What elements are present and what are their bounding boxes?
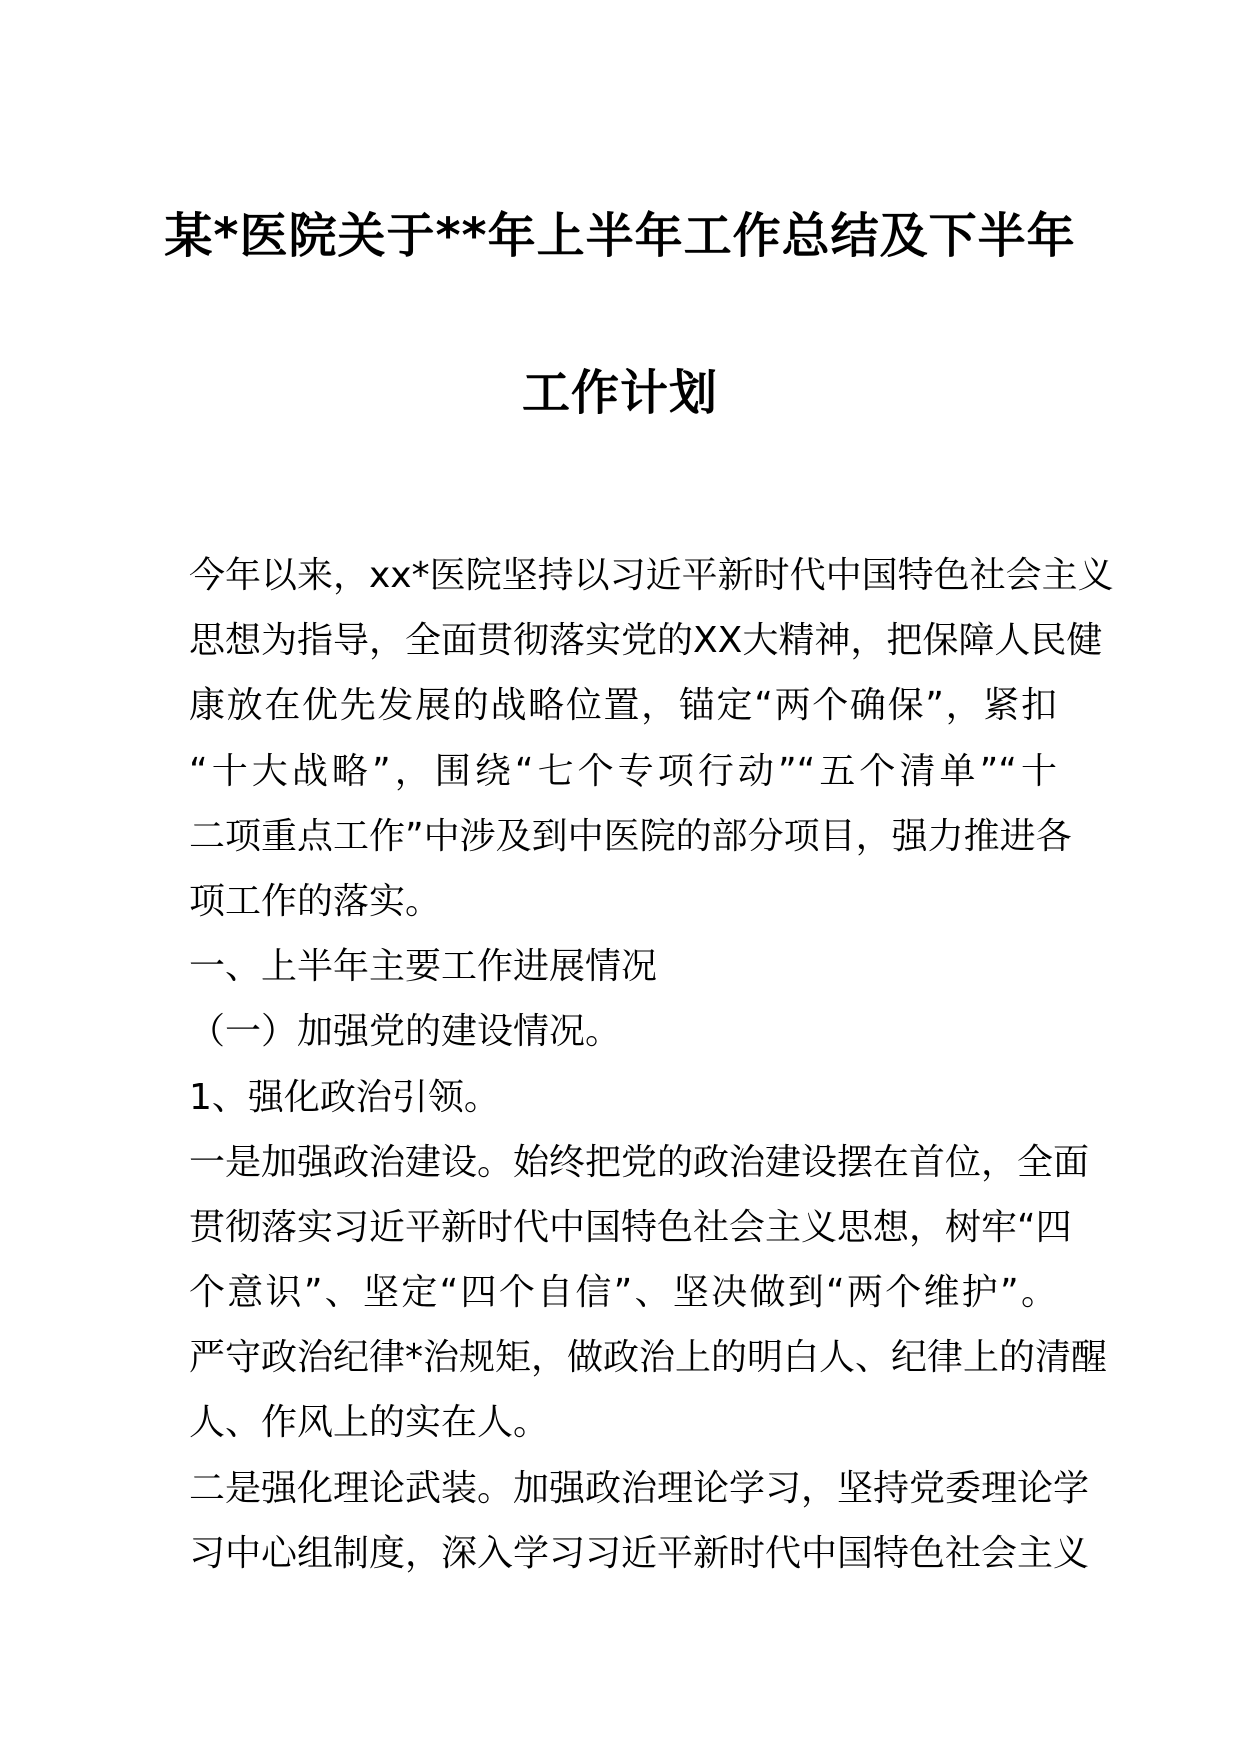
body-line: 二是强化理论武装。加强政治理论学习，坚持党委理论学 [189, 1467, 1090, 1509]
document-title-line-2: 工作计划 [521, 365, 718, 421]
body-line: 项工作的落实。 [189, 880, 442, 922]
body-line: 人、作风上的实在人。 [189, 1402, 550, 1444]
body-line: 严守政治纪律*治规矩，做政治上的明白人、纪律上的清醒 [189, 1337, 1108, 1379]
body-line: 一是加强政治建设。始终把党的政治建设摆在首位，全面 [189, 1141, 1090, 1183]
body-line: 二项重点工作”中涉及到中医院的部分项目，强力推进各 [189, 815, 1072, 857]
section-heading: 一、上半年主要工作进展情况 [189, 946, 658, 988]
document-body [189, 543, 1114, 1586]
body-line: 个意识”、坚定“四个自信”、坚决做到“两个维护”。 [189, 1272, 1057, 1314]
subsection-heading: （一）加强党的建设情况。 [189, 1011, 622, 1053]
body-line: 思想为指导，全面贯彻落实党的XX大精神，把保障人民健 [189, 620, 1103, 662]
document-title-line-1: 某*医院关于**年上半年工作总结及下半年 [164, 208, 1076, 264]
item-heading: 1、强化政治引领。 [189, 1076, 500, 1118]
body-line: 贯彻落实习近平新时代中国特色社会主义思想，树牢“四 [189, 1206, 1072, 1248]
body-line: 今年以来，xx*医院坚持以习近平新时代中国特色社会主义 [189, 555, 1114, 596]
body-line: 康放在优先发展的战略位置，锚定“两个确保”，紧扣 [189, 685, 1057, 727]
body-line: 习中心组制度，深入学习习近平新时代中国特色社会主义 [189, 1532, 1090, 1574]
body-line: “十大战略”，围绕“七个专项行动”“五个清单”“十 [189, 750, 1057, 792]
